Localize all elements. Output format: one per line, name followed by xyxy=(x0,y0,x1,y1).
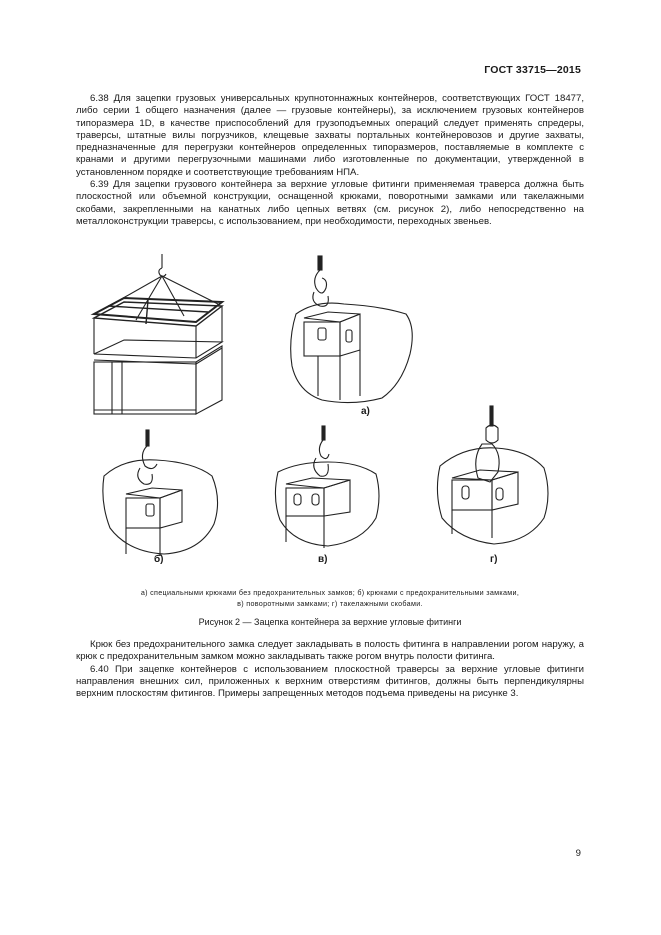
container-traverse-illustration xyxy=(88,254,248,424)
figure-title: Рисунок 2 — Зацепка контейнера за верхние угловые фитинги xyxy=(198,617,462,627)
fitting-a-special-hook xyxy=(288,256,428,406)
text-block-lower xyxy=(76,639,584,700)
label-g: г) xyxy=(490,554,498,565)
figure-2 xyxy=(76,248,584,588)
label-b: б) xyxy=(154,554,164,565)
text-block-upper xyxy=(76,93,584,228)
label-v: в) xyxy=(318,554,328,565)
fitting-v-twist-lock xyxy=(272,426,382,556)
paragraph-hook: Крюк без предохранительного замка следует закладывать в полость фитинга в направлении рогом наружу, а крюк с предохранительным замком можно закладывать также рогом внутрь полости фитинга. xyxy=(76,639,584,663)
page-number: 9 xyxy=(575,848,581,859)
figure-legend xyxy=(76,588,584,609)
figure-legend-line-2: в) поворотными замками; г) такелажными скобами. xyxy=(237,598,423,608)
fitting-g-shackle xyxy=(432,406,552,546)
figure-legend-line-1: а) специальными крюками без предохранительных замков; б) крюками с предохранительными замками, xyxy=(140,588,520,597)
label-a: а) xyxy=(361,406,370,417)
paragraph-6-38: 6.38 Для зацепки грузовых универсальных крупнотоннажных контейнеров, соответствующих ГОСТ 18477, либо серии 1 общего назначения (далее — грузовые контейнеры), за исключением грузовых контейнеров типоразмера 1D, в качестве приспособлений для грузоподъемных операций следует применять спредеры, траверсы, штатные вилы погрузчиков, клещевые захваты портальных контейнеровозов и другие захваты, предназначенные для перегрузки контейнеров определенных типоразмеров, поставляемые в комплекте с кранами и другими перегрузочными машинами либо изготовленные по документации, утвержденной в установленном порядке и соответствующие требованиям НПА. xyxy=(76,93,584,178)
paragraph-6-39: 6.39 Для зацепки грузового контейнера за верхние угловые фитинги применяемая траверса должна быть плоскостной или объемной конструкции, оснащенной крюками, поворотными замками или такелажными скобами, закрепленными на канатных либо цепных ветвях (см. рисунок 2), либо непосредственно на металлоконструкции траверсы, с использованием, при необходимости, переходных звеньев. xyxy=(76,179,584,227)
fitting-b-safety-hook xyxy=(96,430,226,560)
standard-code: ГОСТ 33715—2015 xyxy=(484,64,581,76)
paragraph-6-40: 6.40 При зацепке контейнеров с использованием плоскостной траверсы за верхние угловые фитинги направления внешних сил, приложенных к верхним отверстиям фитингов, должны быть перпендикулярны верхним плоскостям фитингов. Примеры запрещенных методов подъема приведены на рисунке 3. xyxy=(76,663,584,700)
